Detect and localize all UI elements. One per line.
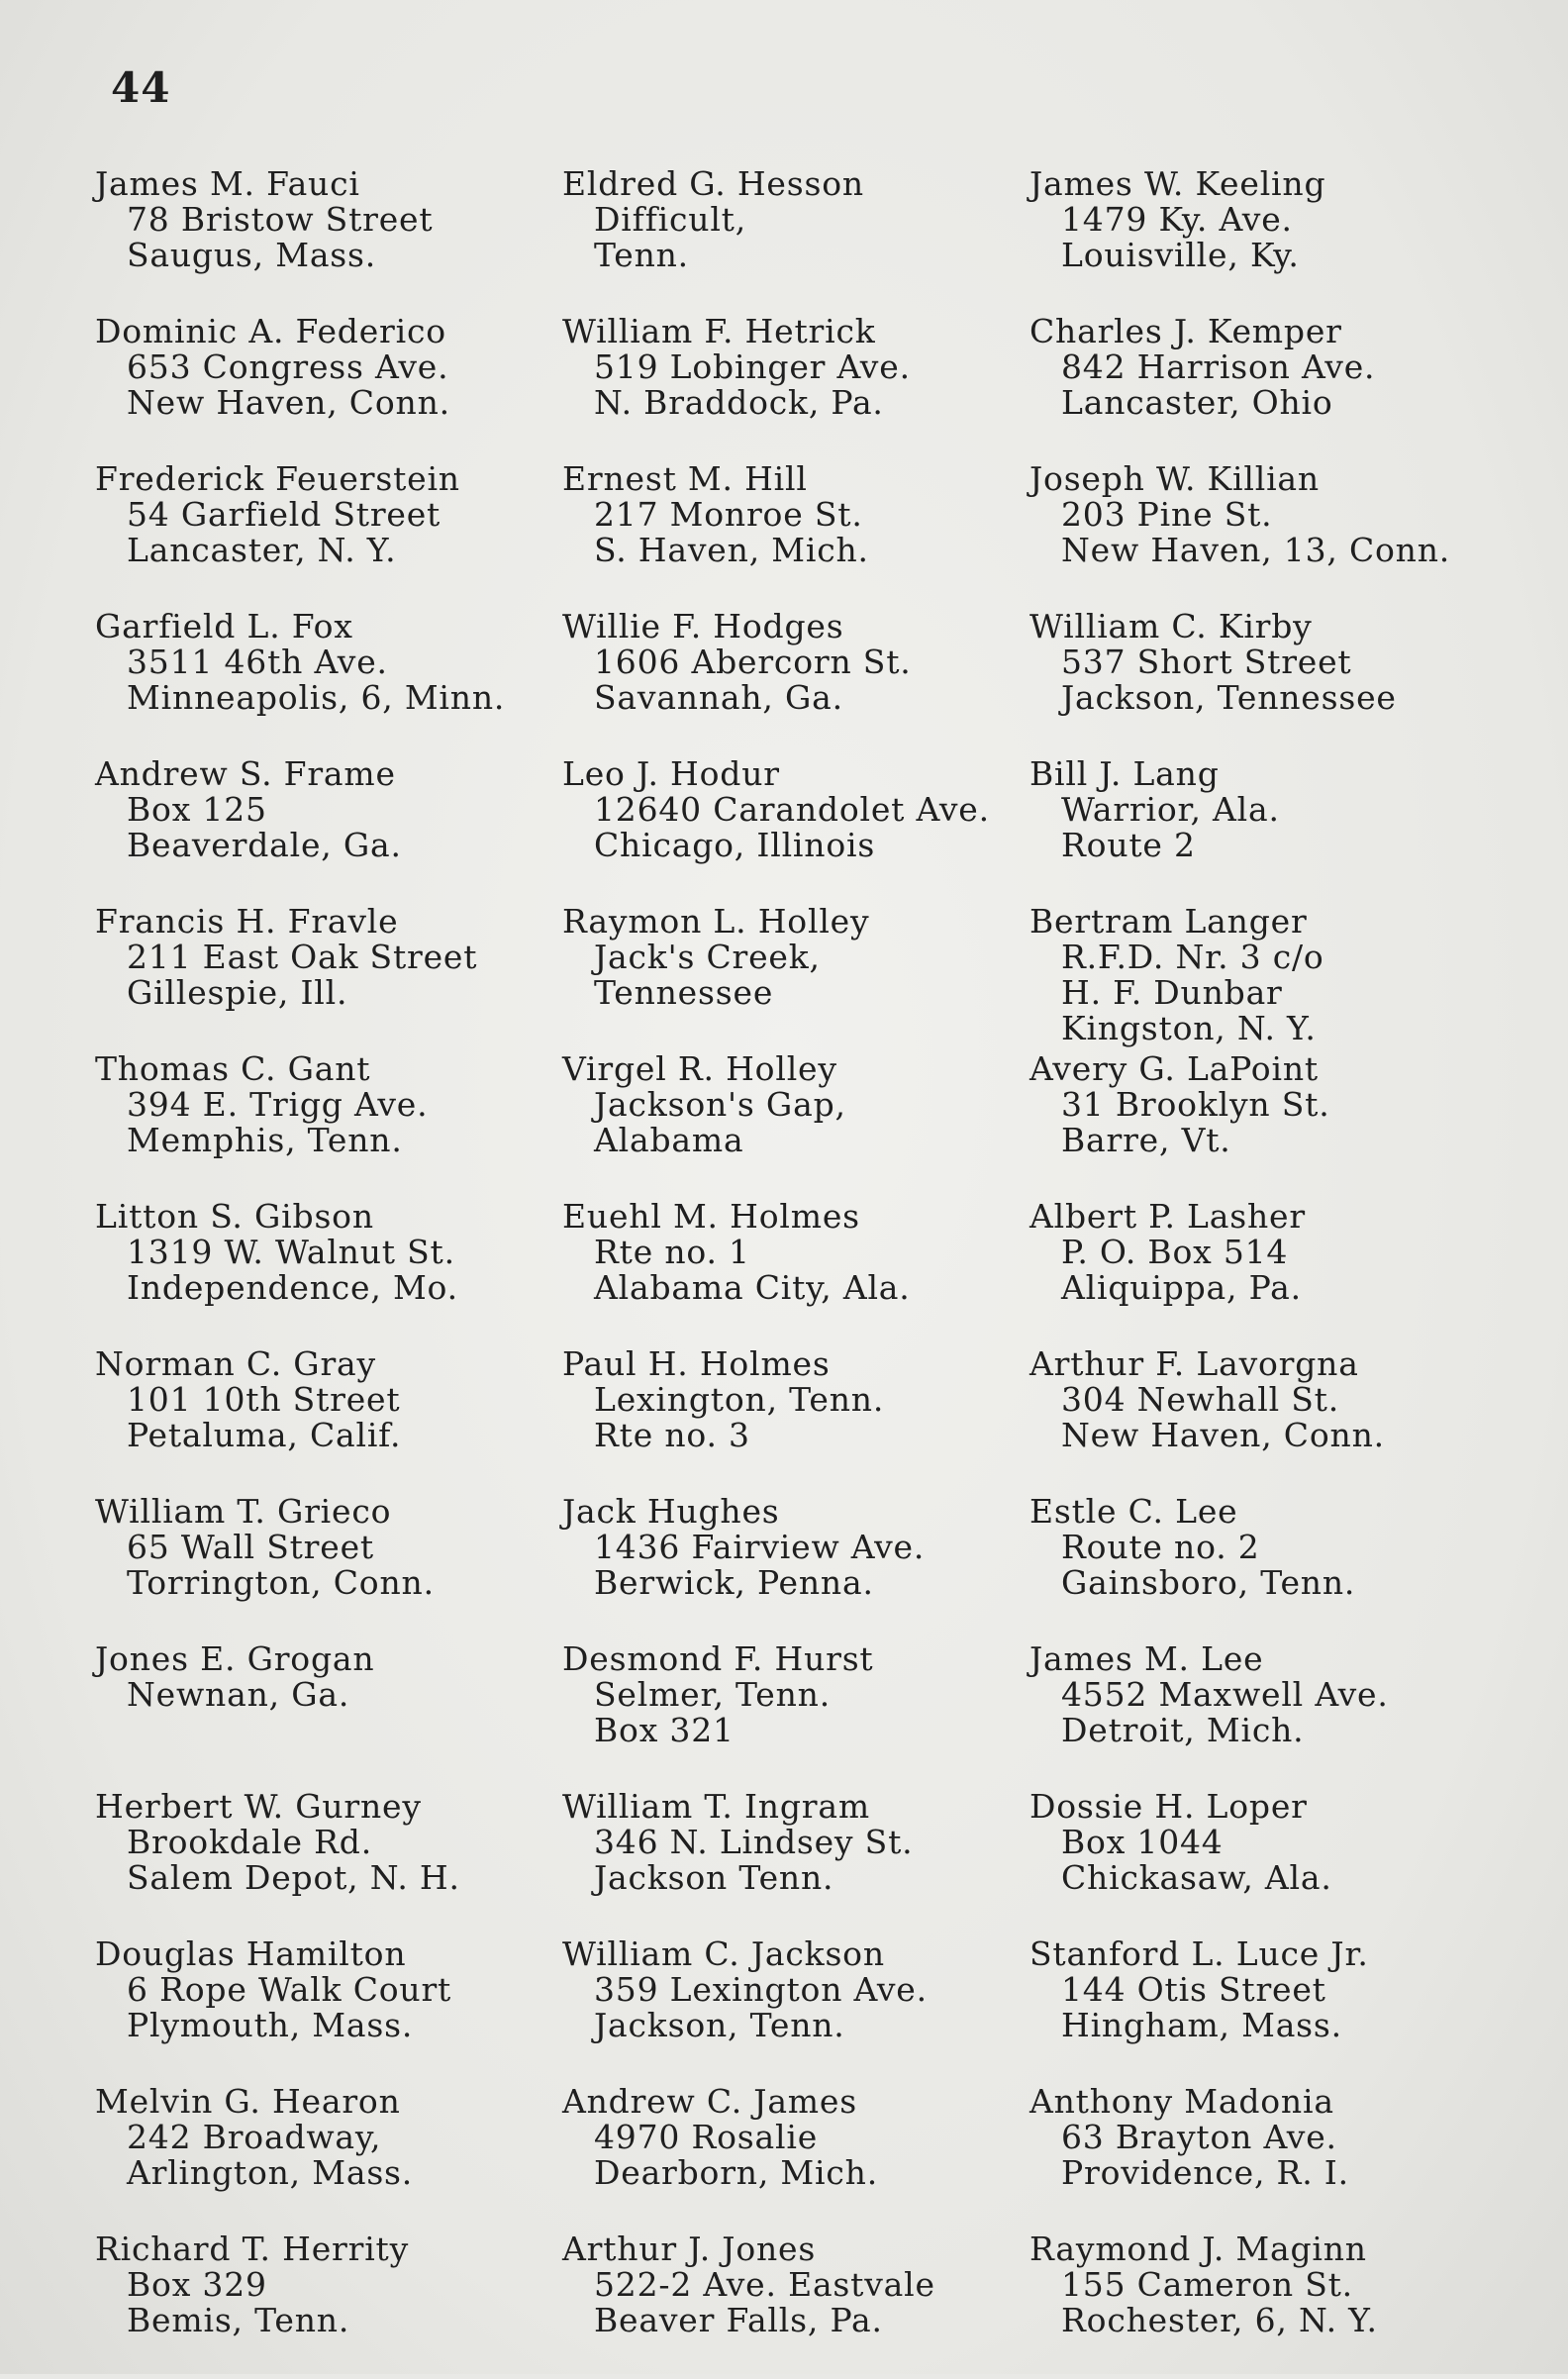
directory-entry — [1029, 1346, 1495, 1494]
entry-address-line: Rte no. 3 — [594, 1416, 750, 1454]
directory-entry — [95, 1199, 560, 1346]
entry-address-line: 537 Short Street — [1061, 643, 1352, 681]
entry-name: Albert P. Lasher — [1029, 1197, 1306, 1236]
entry-address-line: 394 E. Trigg Ave. — [127, 1085, 429, 1124]
directory-entry — [1029, 609, 1495, 756]
entry-address-line: 63 Brayton Ave. — [1061, 2118, 1337, 2156]
entry-address-line: Berwick, Penna. — [594, 1563, 874, 1602]
entry-address-line: Jackson Tenn. — [594, 1858, 834, 1897]
entry-name: James M. Lee — [1029, 1639, 1264, 1678]
directory-entry — [562, 1346, 1028, 1494]
entry-address-line: Box 329 — [127, 2265, 267, 2304]
directory-entry — [1029, 2231, 1495, 2379]
entry-address-line: 101 10th Street — [127, 1380, 401, 1419]
directory-entry — [95, 166, 560, 314]
directory-entry — [95, 461, 560, 609]
entry-name: Garfield L. Fox — [95, 607, 353, 645]
entry-name: William T. Grieco — [95, 1492, 392, 1531]
entry-address-line: 78 Bristow Street — [127, 200, 434, 239]
directory-entry — [562, 2231, 1028, 2379]
directory-entry — [95, 1346, 560, 1494]
entry-address-line: Box 1044 — [1061, 1823, 1224, 1861]
directory-entry — [1029, 1494, 1495, 1641]
entry-address-line: N. Braddock, Pa. — [594, 383, 884, 422]
entry-address-line: Beaver Falls, Pa. — [594, 2301, 883, 2339]
entry-name: Bertram Langer — [1029, 902, 1308, 941]
directory-entry — [562, 1789, 1028, 1936]
entry-name: Desmond F. Hurst — [562, 1639, 874, 1678]
entry-address-line: Salem Depot, N. H. — [127, 1858, 460, 1897]
entry-address-line: 203 Pine St. — [1061, 495, 1273, 534]
entry-name: Dominic A. Federico — [95, 312, 446, 350]
entry-address-line: New Haven, Conn. — [1061, 1416, 1385, 1454]
entry-name: Herbert W. Gurney — [95, 1787, 422, 1826]
directory-entry — [562, 1936, 1028, 2084]
directory-entry — [95, 1494, 560, 1641]
entry-address-line: Warrior, Ala. — [1061, 790, 1280, 829]
entry-name: Melvin G. Hearon — [95, 2082, 401, 2121]
entry-address-line: New Haven, 13, Conn. — [1061, 531, 1451, 569]
directory-entry — [562, 904, 1028, 1051]
entry-address-line: 12640 Carandolet Ave. — [594, 790, 990, 829]
entry-address-line: 217 Monroe St. — [594, 495, 863, 534]
entry-address-line: 522-2 Ave. Eastvale — [594, 2265, 935, 2304]
entry-address-line: 359 Lexington Ave. — [594, 1970, 928, 2009]
directory-entry — [95, 1051, 560, 1199]
directory-entry — [95, 609, 560, 756]
directory-entry — [562, 1199, 1028, 1346]
entry-address-line: Chickasaw, Ala. — [1061, 1858, 1332, 1897]
directory-entry — [1029, 756, 1495, 904]
entry-address-line: Alabama — [594, 1121, 744, 1159]
entry-address-line: Dearborn, Mich. — [594, 2153, 879, 2192]
entry-name: Arthur F. Lavorgna — [1029, 1344, 1359, 1383]
entry-name: James M. Fauci — [95, 164, 360, 203]
entry-name: Andrew S. Frame — [95, 754, 396, 793]
entry-name: Norman C. Gray — [95, 1344, 376, 1383]
entry-name: James W. Keeling — [1029, 164, 1326, 203]
entry-name: Anthony Madonia — [1029, 2082, 1334, 2121]
directory-entry — [95, 1641, 560, 1789]
entry-address-line: 1606 Abercorn St. — [594, 643, 912, 681]
entry-address-line: Minneapolis, 6, Minn. — [127, 678, 506, 717]
entry-name: William T. Ingram — [562, 1787, 870, 1826]
entry-address-line: 3511 46th Ave. — [127, 643, 388, 681]
directory-entry — [1029, 314, 1495, 461]
entry-name: Douglas Hamilton — [95, 1934, 407, 1973]
entry-address-line: Route no. 2 — [1061, 1528, 1260, 1566]
entry-address-line: Torrington, Conn. — [127, 1563, 435, 1602]
entry-name: William C. Jackson — [562, 1934, 885, 1973]
directory-entry — [1029, 1789, 1495, 1936]
entry-address-line: Newnan, Ga. — [127, 1675, 350, 1714]
entry-address-line: Selmer, Tenn. — [594, 1675, 832, 1714]
entry-address-line: Jackson, Tennessee — [1061, 678, 1397, 717]
directory-entry — [95, 2084, 560, 2231]
directory-entry — [1029, 461, 1495, 609]
entry-name: Thomas C. Gant — [95, 1049, 371, 1088]
directory-entry — [95, 904, 560, 1051]
entry-name: Joseph W. Killian — [1029, 459, 1320, 498]
directory-column-1 — [95, 166, 560, 2379]
entry-address-line: Rochester, 6, N. Y. — [1061, 2301, 1378, 2339]
directory-entry — [95, 1789, 560, 1936]
entry-address-line: Rte no. 1 — [594, 1233, 750, 1271]
entry-address-line: 653 Congress Ave. — [127, 347, 449, 386]
entry-address-line: Brookdale Rd. — [127, 1823, 372, 1861]
entry-address-line: Alabama City, Ala. — [594, 1268, 911, 1307]
entry-address-line: Jackson's Gap, — [594, 1085, 846, 1124]
entry-name: Willie F. Hodges — [562, 607, 844, 645]
entry-address-line: 31 Brooklyn St. — [1061, 1085, 1330, 1124]
entry-address-line: Difficult, — [594, 200, 747, 239]
entry-address-line: Independence, Mo. — [127, 1268, 458, 1307]
directory-entry — [1029, 2084, 1495, 2231]
entry-address-line: Plymouth, Mass. — [127, 2006, 414, 2044]
entry-name: Leo J. Hodur — [562, 754, 780, 793]
directory-entry — [95, 1936, 560, 2084]
entry-address-line: Hingham, Mass. — [1061, 2006, 1342, 2044]
entry-name: Euehl M. Holmes — [562, 1197, 860, 1236]
directory-entry — [1029, 1051, 1495, 1199]
entry-address-line: Memphis, Tenn. — [127, 1121, 403, 1159]
entry-name: Arthur J. Jones — [562, 2230, 817, 2268]
entry-address-line: Jack's Creek, — [594, 938, 821, 976]
entry-address-line: 4552 Maxwell Ave. — [1061, 1675, 1389, 1714]
directory-entry — [95, 314, 560, 461]
entry-address-line: Aliquippa, Pa. — [1061, 1268, 1302, 1307]
entry-address-line: Chicago, Illinois — [594, 826, 876, 864]
entry-address-line: Bemis, Tenn. — [127, 2301, 350, 2339]
entry-name: Raymon L. Holley — [562, 902, 870, 941]
entry-address-line: 1319 W. Walnut St. — [127, 1233, 455, 1271]
entry-name: Litton S. Gibson — [95, 1197, 374, 1236]
entry-address-line: Kingston, N. Y. — [1061, 1009, 1317, 1047]
directory-entry — [1029, 904, 1495, 1051]
entry-name: Jack Hughes — [562, 1492, 780, 1531]
entry-address-line: R.F.D. Nr. 3 c/o — [1061, 938, 1324, 976]
directory-entry — [562, 609, 1028, 756]
directory-entry — [562, 756, 1028, 904]
entry-name: Eldred G. Hesson — [562, 164, 864, 203]
entry-address-line: Lexington, Tenn. — [594, 1380, 885, 1419]
entry-address-line: New Haven, Conn. — [127, 383, 450, 422]
entry-address-line: Saugus, Mass. — [127, 236, 377, 274]
entry-address-line: Gillespie, Ill. — [127, 973, 348, 1012]
entry-address-line: 1479 Ky. Ave. — [1061, 200, 1293, 239]
directory-entry — [562, 1494, 1028, 1641]
page-number: 44 — [111, 63, 171, 112]
directory-entry — [95, 756, 560, 904]
directory-column-3 — [1029, 166, 1495, 2379]
directory-entry — [562, 2084, 1028, 2231]
entry-name: Dossie H. Loper — [1029, 1787, 1308, 1826]
entry-address-line: Barre, Vt. — [1061, 1121, 1231, 1159]
entry-address-line: 346 N. Lindsey St. — [594, 1823, 914, 1861]
entry-address-line: 1436 Fairview Ave. — [594, 1528, 926, 1566]
entry-address-line: Detroit, Mich. — [1061, 1711, 1305, 1749]
directory-entry — [1029, 166, 1495, 314]
entry-address-line: 304 Newhall St. — [1061, 1380, 1340, 1419]
entry-name: Stanford L. Luce Jr. — [1029, 1934, 1369, 1973]
entry-address-line: Tennessee — [594, 973, 774, 1012]
entry-name: Avery G. LaPoint — [1029, 1049, 1319, 1088]
entry-address-line: Route 2 — [1061, 826, 1196, 864]
entry-address-line: 842 Harrison Ave. — [1061, 347, 1376, 386]
entry-address-line: 54 Garfield Street — [127, 495, 441, 534]
entry-address-line: 144 Otis Street — [1061, 1970, 1326, 2009]
entry-name: William F. Hetrick — [562, 312, 876, 350]
entry-address-line: Arlington, Mass. — [127, 2153, 414, 2192]
entry-address-line: Savannah, Ga. — [594, 678, 843, 717]
entry-name: Francis H. Fravle — [95, 902, 399, 941]
directory-entry — [1029, 1199, 1495, 1346]
entry-address-line: 155 Cameron St. — [1061, 2265, 1353, 2304]
directory-entry — [562, 1641, 1028, 1789]
entry-address-line: Jackson, Tenn. — [594, 2006, 845, 2044]
directory-column-2 — [562, 166, 1028, 2379]
entry-address-line: Providence, R. I. — [1061, 2153, 1349, 2192]
entry-name: Virgel R. Holley — [562, 1049, 837, 1088]
entry-name: Richard T. Herrity — [95, 2230, 410, 2268]
directory-entry — [562, 314, 1028, 461]
entry-name: Charles J. Kemper — [1029, 312, 1342, 350]
entry-address-line: 4970 Rosalie — [594, 2118, 819, 2156]
entry-address-line: 65 Wall Street — [127, 1528, 374, 1566]
entry-address-line: 6 Rope Walk Court — [127, 1970, 452, 2009]
entry-address-line: H. F. Dunbar — [1061, 973, 1283, 1012]
entry-address-line: 242 Broadway, — [127, 2118, 382, 2156]
directory-entry — [1029, 1936, 1495, 2084]
entry-name: Paul H. Holmes — [562, 1344, 831, 1383]
directory-entry — [95, 2231, 560, 2379]
entry-name: William C. Kirby — [1029, 607, 1313, 645]
entry-name: Ernest M. Hill — [562, 459, 808, 498]
entry-address-line: P. O. Box 514 — [1061, 1233, 1289, 1271]
entry-address-line: Lancaster, Ohio — [1061, 383, 1333, 422]
entry-address-line: Tenn. — [594, 236, 689, 274]
entry-name: Frederick Feuerstein — [95, 459, 460, 498]
entry-address-line: 211 East Oak Street — [127, 938, 478, 976]
entry-name: Raymond J. Maginn — [1029, 2230, 1367, 2268]
entry-address-line: Gainsboro, Tenn. — [1061, 1563, 1356, 1602]
entry-name: Jones E. Grogan — [95, 1639, 375, 1678]
entry-address-line: Louisville, Ky. — [1061, 236, 1300, 274]
entry-address-line: Box 125 — [127, 790, 267, 829]
directory-entry — [562, 166, 1028, 314]
entry-address-line: Lancaster, N. Y. — [127, 531, 397, 569]
entry-address-line: 519 Lobinger Ave. — [594, 347, 911, 386]
entry-address-line: Beaverdale, Ga. — [127, 826, 402, 864]
entry-name: Bill J. Lang — [1029, 754, 1220, 793]
directory-entry — [562, 1051, 1028, 1199]
directory-entry — [1029, 1641, 1495, 1789]
entry-address-line: Box 321 — [594, 1711, 735, 1749]
entry-address-line: Petaluma, Calif. — [127, 1416, 402, 1454]
directory-entry — [562, 461, 1028, 609]
entry-name: Andrew C. James — [562, 2082, 857, 2121]
entry-address-line: S. Haven, Mich. — [594, 531, 869, 569]
entry-name: Estle C. Lee — [1029, 1492, 1238, 1531]
